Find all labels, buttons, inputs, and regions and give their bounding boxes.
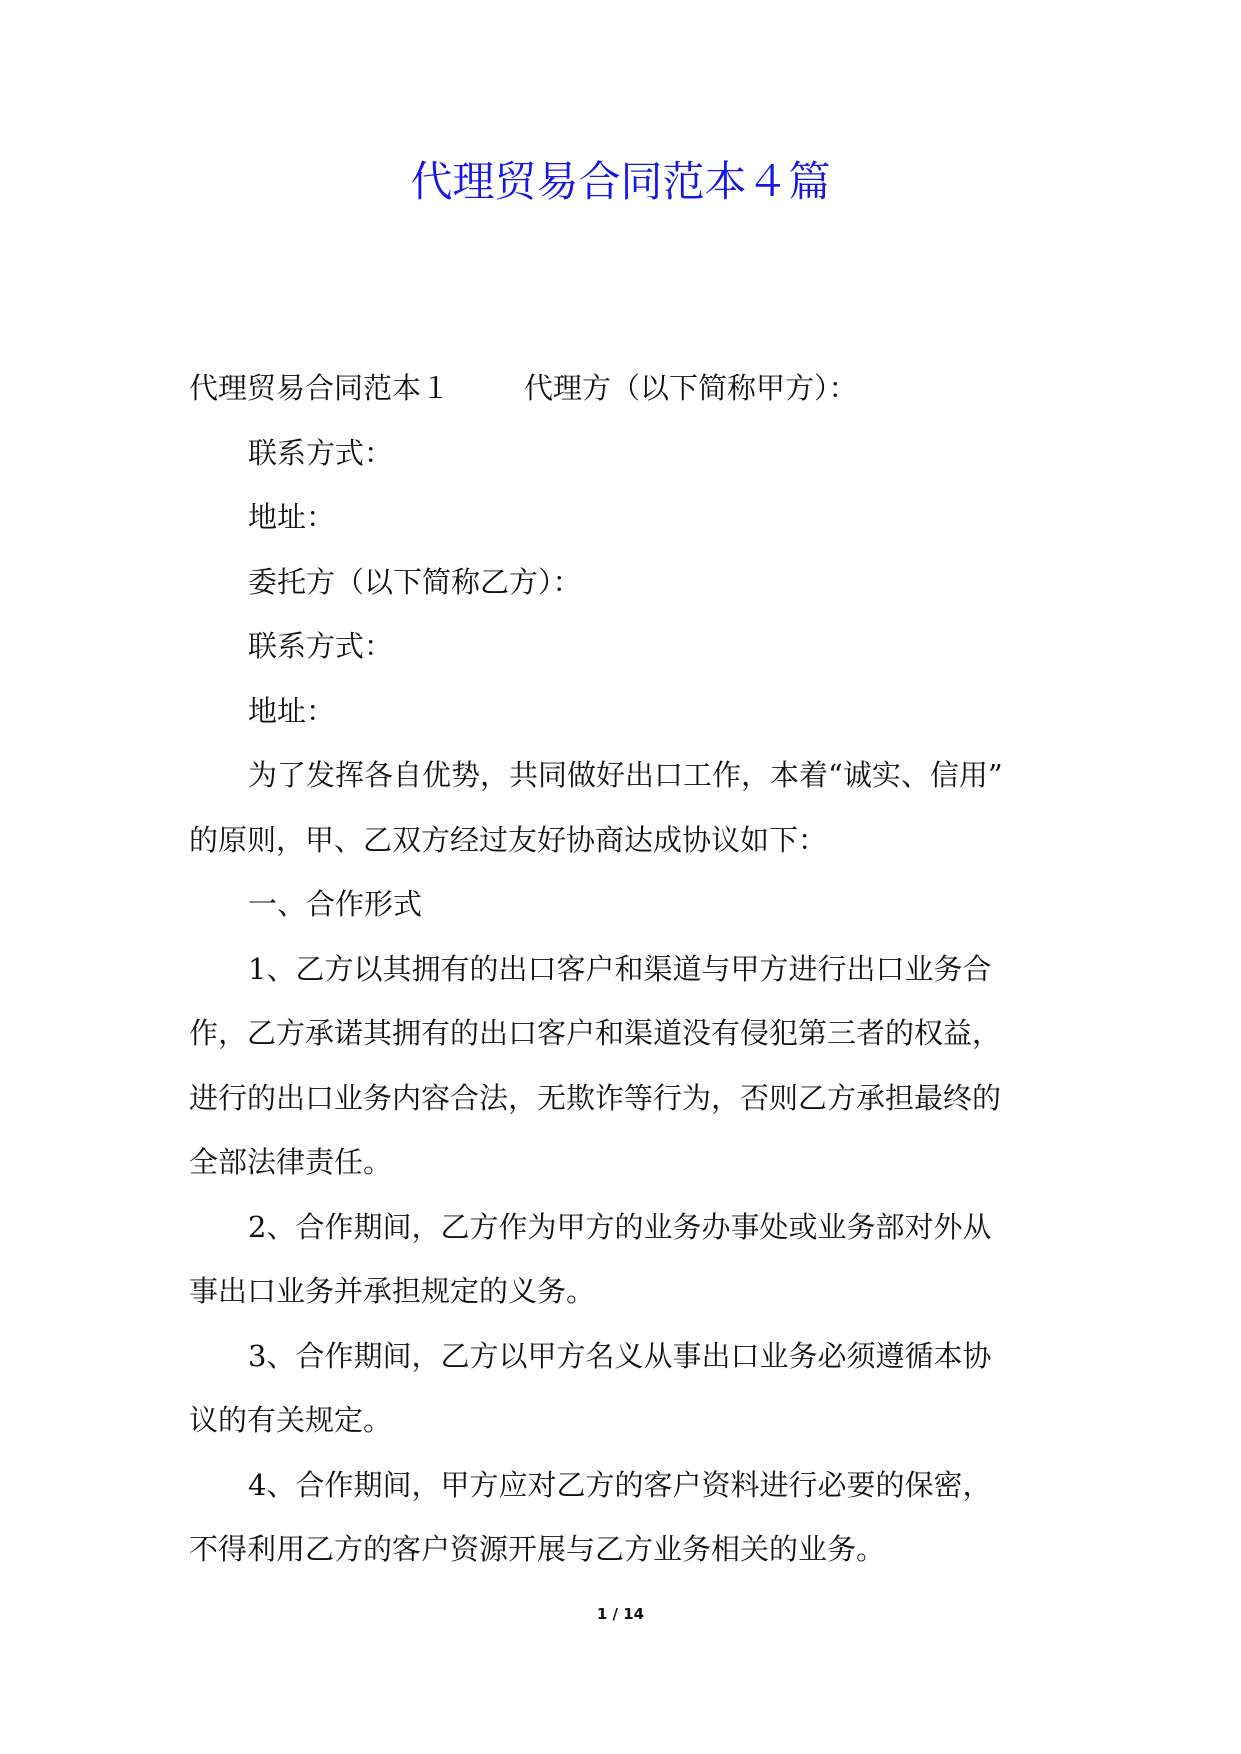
paragraph-line: 全部法律责任。 xyxy=(189,1145,393,1179)
paragraph-line: 委托方（以下简称乙方）： xyxy=(248,564,582,599)
paragraph-line: 3、合作期间，乙方以甲方名义从事出口业务必须遵循本协 xyxy=(248,1338,992,1373)
paragraph-line: 联系方式： xyxy=(248,435,394,470)
paragraph-line: 联系方式： xyxy=(248,629,394,663)
paragraph-line: 1、乙方以其拥有的出口客户和渠道与甲方进行出口业务合 xyxy=(248,951,992,986)
paragraph-line: 地址： xyxy=(248,693,336,728)
paragraph-line: 作，乙方承诺其拥有的出口客户和渠道没有侵犯第三者的权益， xyxy=(189,1016,1002,1050)
page-number: 1 / 14 xyxy=(596,1605,645,1623)
paragraph-line: 议的有关规定。 xyxy=(189,1403,393,1437)
paragraph-line: 2、合作期间，乙方作为甲方的业务办事处或业务部对外从 xyxy=(248,1209,992,1244)
document-title: 代理贸易合同范本４篇 xyxy=(410,157,831,206)
paragraph-line: 进行的出口业务内容合法，无欺诈等行为，否则乙方承担最终的 xyxy=(189,1080,1002,1115)
section-heading: 代理贸易合同范本１ xyxy=(189,371,451,405)
document-body xyxy=(189,356,1059,1582)
first-line xyxy=(189,356,1059,421)
paragraph-line: 地址： xyxy=(248,500,336,534)
paragraph-line: 不得利用乙方的客户资源开展与乙方业务相关的业务。 xyxy=(189,1532,886,1566)
paragraph-line: 的原则，甲、乙双方经过友好协商达成协议如下： xyxy=(189,822,828,857)
paragraph-line: 一、合作形式 xyxy=(248,887,423,921)
party-a-label: 代理方（以下简称甲方）： xyxy=(524,371,858,405)
paragraph-line: 事出口业务并承担规定的义务。 xyxy=(189,1274,596,1308)
paragraph-line: 为了发挥各自优势，共同做好出口工作，本着“诚实、信用” xyxy=(248,758,1003,792)
paragraph-line: 4、合作期间，甲方应对乙方的客户资料进行必要的保密， xyxy=(248,1467,992,1502)
